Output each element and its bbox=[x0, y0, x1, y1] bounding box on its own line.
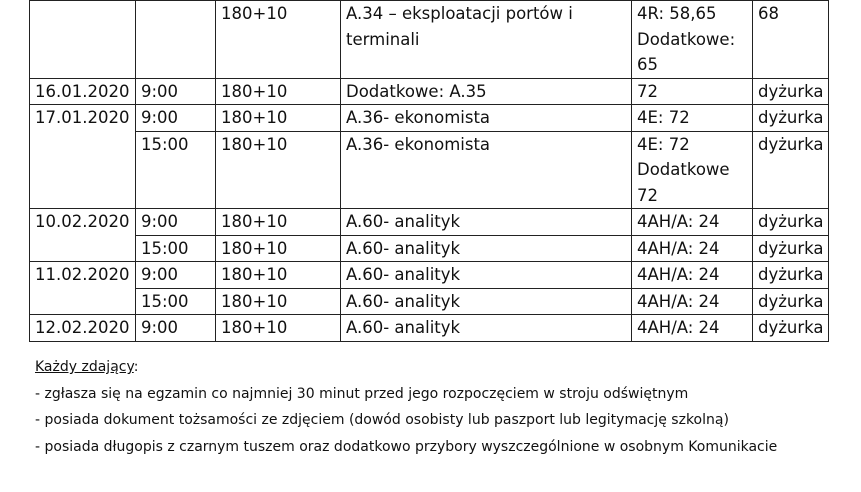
group-line: 72 bbox=[637, 81, 658, 101]
groups-cell bbox=[632, 262, 753, 289]
subject-cell: A.34 – eksploatacji portów i terminali bbox=[341, 1, 632, 79]
group-line: Dodatkowe bbox=[637, 160, 730, 179]
duration-cell: 180+10 bbox=[216, 131, 341, 209]
table-row bbox=[30, 105, 829, 132]
notes-heading-line bbox=[35, 354, 777, 381]
groups-cell bbox=[632, 131, 753, 209]
room-cell: dyżurka bbox=[753, 262, 829, 289]
notes-item: - posiada dokument tożsamości ze zdjęciem (dowód osobisty lub paszport lub legitymację szkolną) bbox=[35, 412, 729, 428]
group-line: Dodatkowe: 65 bbox=[637, 29, 736, 74]
groups-cell bbox=[632, 105, 753, 132]
notes-heading: Każdy zdający bbox=[35, 359, 134, 375]
date-cell bbox=[30, 288, 136, 315]
room-cell: dyżurka bbox=[753, 288, 829, 315]
date-cell bbox=[30, 235, 136, 262]
date-cell: 11.02.2020 bbox=[30, 262, 136, 289]
subject-cell: A.60- analityk bbox=[341, 262, 632, 289]
exam-rules-notes bbox=[35, 354, 777, 460]
table-row bbox=[30, 262, 829, 289]
table-row bbox=[30, 209, 829, 236]
table-row bbox=[30, 235, 829, 262]
room-cell: dyżurka bbox=[753, 131, 829, 209]
date-cell bbox=[30, 1, 136, 79]
room-cell: dyżurka bbox=[753, 78, 829, 105]
duration-cell: 180+10 bbox=[216, 262, 341, 289]
room-cell: dyżurka bbox=[753, 209, 829, 236]
date-cell: 12.02.2020 bbox=[30, 315, 136, 342]
subject-cell: A.60- analityk bbox=[341, 288, 632, 315]
table-row bbox=[30, 315, 829, 342]
room-cell: dyżurka bbox=[753, 235, 829, 262]
subject-cell: A.36- ekonomista bbox=[341, 131, 632, 209]
time-cell: 15:00 bbox=[136, 288, 216, 315]
duration-cell: 180+10 bbox=[216, 209, 341, 236]
subject-cell: A.60- analityk bbox=[341, 315, 632, 342]
group-line: 4AH/A: 24 bbox=[637, 238, 720, 258]
groups-cell bbox=[632, 315, 753, 342]
group-line: 4AH/A: 24 bbox=[637, 291, 720, 311]
time-cell: 15:00 bbox=[136, 131, 216, 209]
duration-cell: 180+10 bbox=[216, 235, 341, 262]
subject-cell: A.60- analityk bbox=[341, 209, 632, 236]
subject-cell: A.36- ekonomista bbox=[341, 105, 632, 132]
group-line: 4AH/A: 24 bbox=[637, 318, 720, 337]
time-cell: 9:00 bbox=[136, 78, 216, 105]
time-cell: 9:00 bbox=[136, 105, 216, 132]
group-line: 4AH/A: 24 bbox=[637, 212, 720, 231]
exam-schedule-table bbox=[29, 0, 829, 342]
time-cell: 9:00 bbox=[136, 209, 216, 236]
group-line: 4E: 72 bbox=[637, 108, 690, 127]
date-cell: 10.02.2020 bbox=[30, 209, 136, 236]
groups-cell bbox=[632, 209, 753, 236]
time-cell: 15:00 bbox=[136, 235, 216, 262]
room-cell: 68 bbox=[753, 1, 829, 79]
group-line: 72 bbox=[637, 185, 658, 205]
date-cell: 16.01.2020 bbox=[30, 78, 136, 105]
groups-cell bbox=[632, 1, 753, 79]
room-cell: dyżurka bbox=[753, 315, 829, 342]
group-line: 4AH/A: 24 bbox=[637, 265, 720, 284]
time-cell: 9:00 bbox=[136, 315, 216, 342]
subject-cell: Dodatkowe: A.35 bbox=[341, 78, 632, 105]
groups-cell bbox=[632, 288, 753, 315]
group-line: 4E: 72 bbox=[637, 134, 690, 154]
notes-item: - posiada długopis z czarnym tuszem oraz dodatkowo przybory wyszczególnione w osobnym Komunikacie bbox=[35, 438, 778, 455]
date-cell: 17.01.2020 bbox=[30, 105, 136, 132]
time-cell: 9:00 bbox=[136, 262, 216, 289]
duration-cell: 180+10 bbox=[216, 105, 341, 132]
group-line: 4R: 58,65 bbox=[637, 4, 717, 23]
table-row bbox=[30, 131, 829, 209]
table-row bbox=[30, 78, 829, 105]
duration-cell: 180+10 bbox=[216, 78, 341, 105]
table-row bbox=[30, 1, 829, 79]
groups-cell bbox=[632, 78, 753, 105]
notes-heading-suffix: : bbox=[133, 359, 139, 375]
time-cell bbox=[136, 1, 216, 79]
duration-cell: 180+10 bbox=[216, 288, 341, 315]
table-row bbox=[30, 288, 829, 315]
duration-cell: 180+10 bbox=[216, 1, 341, 79]
subject-cell: A.60- analityk bbox=[341, 235, 632, 262]
groups-cell bbox=[632, 235, 753, 262]
notes-item: - zgłasza się na egzamin co najmniej 30 minut przed jego rozpoczęciem w stroju odświętnym bbox=[35, 385, 689, 402]
date-cell bbox=[30, 131, 136, 209]
room-cell: dyżurka bbox=[753, 105, 829, 132]
duration-cell: 180+10 bbox=[216, 315, 341, 342]
